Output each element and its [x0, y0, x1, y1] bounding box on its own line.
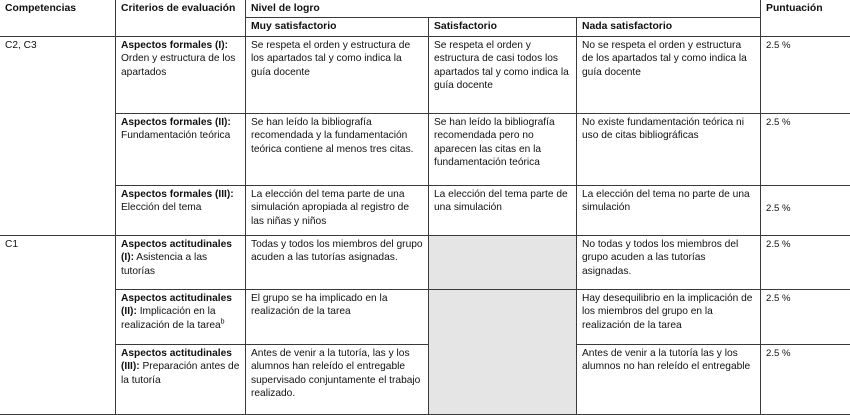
table-row	[0, 344, 850, 414]
puntuacion-cell: 2.5 %	[761, 344, 850, 414]
nada-satisfactorio-cell: Antes de venir a la tutoría las y los alumnos no han releído el entregable	[577, 344, 761, 414]
table-row	[0, 185, 850, 235]
footnote-marker: b	[220, 318, 225, 326]
criterio-text: Implicación en la realización de la tarea	[121, 306, 221, 331]
puntuacion-cell: 2.5 %	[761, 36, 850, 113]
nada-satisfactorio-cell: La elección del tema no parte de una simulación	[577, 185, 761, 235]
header-row-1	[0, 0, 850, 18]
satisfactorio-cell-empty	[429, 235, 577, 289]
header-muy-satisfactorio: Muy satisfactorio	[246, 18, 429, 36]
criterio-text: Orden y estructura de los apartados	[121, 53, 236, 78]
criterio-title: Aspectos actitudinales (II):	[121, 292, 232, 318]
criterio-title: Aspectos actitudinales (I):	[121, 238, 232, 264]
header-nivel-de-logro: Nivel de logro	[246, 0, 761, 18]
criterio-text: Fundamentación teórica	[121, 130, 231, 142]
muy-satisfactorio-cell: Se respeta el orden y estructura de los apartados tal y como indica la guía docente	[246, 36, 429, 113]
muy-satisfactorio-cell: Todas y todos los miembros del grupo acuden a las tutorías asignadas.	[246, 235, 429, 289]
satisfactorio-cell: La elección del tema parte de una simulación	[429, 185, 577, 235]
nada-satisfactorio-cell: No se respeta el orden y estructura de los apartados tal y como indica la guía docente	[577, 36, 761, 113]
nada-satisfactorio-cell: Hay desequilibrio en la implicación de los miembros del grupo en la realización de la tarea	[577, 289, 761, 344]
criterio-title: Aspectos formales (II):	[121, 116, 231, 128]
header-puntuacion: Puntuación	[761, 0, 850, 36]
muy-satisfactorio-cell: Se han leído la bibliografía recomendada y la fundamentación teórica contiene al menos tres citas.	[246, 113, 429, 185]
header-competencias: Competencias	[0, 0, 116, 36]
table-row	[0, 113, 850, 185]
criterio-cell	[116, 113, 246, 185]
satisfactorio-cell-empty	[429, 289, 577, 414]
criterio-cell	[116, 289, 246, 344]
puntuacion-cell: 2.5 %	[761, 185, 850, 235]
competencias-cell: C2, C3	[0, 36, 116, 235]
criterio-cell	[116, 344, 246, 414]
table-row	[0, 235, 850, 289]
criterio-title: Aspectos actitudinales (III):	[121, 347, 232, 373]
header-criterios: Criterios de evaluación	[116, 0, 246, 36]
criterio-text: Preparación antes de la tutoría	[121, 361, 240, 386]
muy-satisfactorio-cell: Antes de venir a la tutoría, las y los alumnos han releído el entregable supervisado conjuntamente el trabajo realizado.	[246, 344, 429, 414]
puntuacion-cell: 2.5 %	[761, 289, 850, 344]
competencias-cell: C1	[0, 235, 116, 414]
criterio-text: Asistencia a las tutorías	[121, 252, 208, 277]
table-row	[0, 289, 850, 344]
nada-satisfactorio-cell: No existe fundamentación teórica ni uso de citas bibliográficas	[577, 113, 761, 185]
criterio-title: Aspectos formales (I):	[121, 39, 228, 51]
table-row	[0, 36, 850, 113]
nada-satisfactorio-cell: No todas y todos los miembros del grupo acuden a las tutorías asignadas.	[577, 235, 761, 289]
criterio-title: Aspectos formales (III):	[121, 188, 234, 200]
muy-satisfactorio-cell: La elección del tema parte de una simulación apropiada al registro de las niñas y niños	[246, 185, 429, 235]
satisfactorio-cell: Se han leído la bibliografía recomendada pero no aparecen las citas en la fundamentación teórica	[429, 113, 577, 185]
criterio-text: Elección del tema	[121, 202, 202, 214]
criterio-cell	[116, 185, 246, 235]
header-nada-satisfactorio: Nada satisfactorio	[577, 18, 761, 36]
puntuacion-cell: 2.5 %	[761, 235, 850, 289]
satisfactorio-cell: Se respeta el orden y estructura de casi todos los apartados tal y como indica la guía docente	[429, 36, 577, 113]
criterio-cell	[116, 235, 246, 289]
puntuacion-cell: 2.5 %	[761, 113, 850, 185]
header-satisfactorio: Satisfactorio	[429, 18, 577, 36]
criterio-cell	[116, 36, 246, 113]
muy-satisfactorio-cell: El grupo se ha implicado en la realización de la tarea	[246, 289, 429, 344]
